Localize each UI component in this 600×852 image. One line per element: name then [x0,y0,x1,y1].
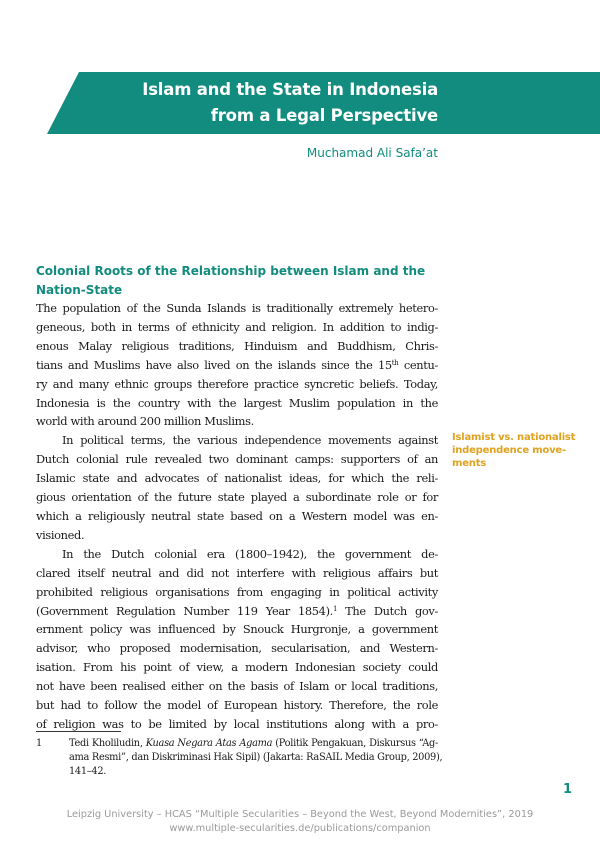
paragraph-2 [36,431,438,544]
paragraph-line: In the Dutch colonial era (1800–1942), the government de- [62,546,438,561]
ordinal-superscript: th [391,358,399,367]
page-footer [0,808,600,836]
paragraph-line: enous Malay religious traditions, Hinduism and Buddhism, Chris- [36,338,438,353]
paragraph-line: Islamic state and advocates of nationalist ideas, for which the reli- [36,471,438,486]
margin-note-line: ments [452,458,487,469]
paragraph-3 [36,545,438,734]
section-heading [36,262,426,300]
page-number: 1 [562,782,572,797]
author-name: Muchamad Ali Safa’at [306,146,438,160]
paragraph-line: The population of the Sunda Islands is traditionally extremely hetero- [36,301,438,315]
footnote-line: ama Resmi”, dan Diskriminasi Hak Sipil) (Jakarta: RaSAIL Media Group, 2009), [69,752,443,763]
footer-url[interactable]: www.multiple-secularities.de/publications/companion [169,823,431,834]
paragraph-line: gious orientation of the future state played a subordinate role or for [36,490,438,505]
margin-note-line: independence move- [452,445,566,456]
footnote-book-title: Kuasa Negara Atas Agama [145,738,273,749]
paragraph-line: In political terms, the various independence movements against [62,433,438,448]
paragraph-1 [36,299,438,431]
paragraph-line: ry and many ethnic groups therefore practice syncretic beliefs. Today, [36,376,438,391]
paragraph-line: clared itself neutral and did not interfere with religious affairs but [36,565,438,580]
paragraph-line: prohibited religious organisations from engaging in political activity [36,584,438,599]
paragraph-line: of religion was to be limited by local institutions along with a pro- [36,716,438,731]
page-title [78,77,438,129]
paragraph-line: not have been realised either on the basis of Islam or local traditions, [36,679,438,694]
footer-line-1: Leipzig University – HCAS “Multiple Secularities – Beyond the West, Beyond Modernities”, 2019 [66,809,534,820]
paragraph-line: Dutch colonial rule revealed two dominant camps: supporters of an [36,452,438,467]
footnote-reference[interactable]: 1 [332,604,338,613]
title-line-2: from a Legal Perspective [210,106,438,125]
paragraph-line: but had to follow the model of European history. Therefore, the role [36,698,438,713]
footnote-text [69,737,443,779]
paragraph-line: which a religiously neutral state based on a Western model was en- [36,508,438,523]
paragraph-line: ernment policy was influenced by Snouck Hurgronje, a government [36,622,438,637]
footnote-divider [36,731,121,732]
title-line-1: Islam and the State in Indonesia [142,80,438,99]
body-text [36,299,438,734]
paragraph-line: advisor, who proposed modernisation, secularisation, and Western- [36,641,438,656]
footnote-line: Tedi Kholiludin, Kuasa Negara Atas Agama (Politik Pengakuan, Diskursus “Ag- [69,738,438,749]
footnote-line: 141–42. [69,766,107,777]
paragraph-line: world with around 200 million Muslims. [36,414,254,429]
paragraph-line: tians and Muslims have also lived on the islands since the 15th centu- [36,357,438,372]
section-heading-line-1: Colonial Roots of the Relationship between Islam and the [36,264,426,278]
footnote-number: 1 [36,738,42,749]
paragraph-line: isation. From his point of view, a modern Indonesian society could [36,660,438,675]
footnote [36,737,443,779]
paragraph-line: (Government Regulation Number 119 Year 1854).$^1$ The Dutch gov- [36,603,439,618]
paragraph-line: geneous, both in terms of ethnicity and religion. In addition to indig- [36,319,438,334]
section-heading-line-2: Nation-State [36,283,123,297]
paragraph-line: visioned. [36,527,85,542]
paragraph-line: Indonesia is the country with the largest Muslim population in the [36,395,438,410]
margin-note [452,431,577,470]
margin-note-line: Islamist vs. nationalist [452,432,576,443]
